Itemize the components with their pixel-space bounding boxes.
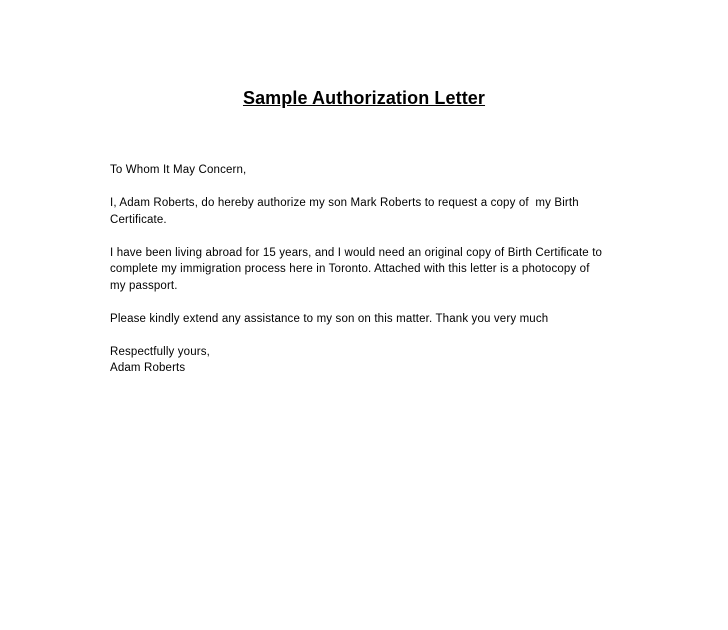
paragraph-reason: [110, 245, 630, 295]
paragraph-reason-line-2: complete my immigration process here in Toronto. Attached with this letter is a photocopy of: [110, 263, 590, 275]
paragraph-authorization-line-2: Certificate.: [110, 213, 167, 226]
salutation-text: To Whom It May Concern,: [110, 164, 247, 176]
paragraph-request: [110, 311, 630, 328]
paragraph-reason-line-1: I have been living abroad for 15 years, and I would need an original copy of Birth Certificate to: [110, 246, 603, 259]
signature-name: Adam Roberts: [110, 362, 186, 374]
closing-text: Respectfully yours,: [110, 345, 210, 358]
paragraph-authorization: [110, 195, 630, 228]
letter-body: [110, 162, 630, 393]
paragraph-request-text: Please kindly extend any assistance to my son on this matter. Thank you very much: [110, 312, 549, 325]
document-title: Sample Authorization Letter: [242, 88, 486, 108]
salutation: [110, 162, 630, 179]
paragraph-authorization-line-1: I, Adam Roberts, do hereby authorize my son Mark Roberts to request a copy of my Birth: [110, 197, 579, 209]
paragraph-reason-line-3: my passport.: [110, 279, 178, 292]
signature-block: [110, 344, 630, 377]
